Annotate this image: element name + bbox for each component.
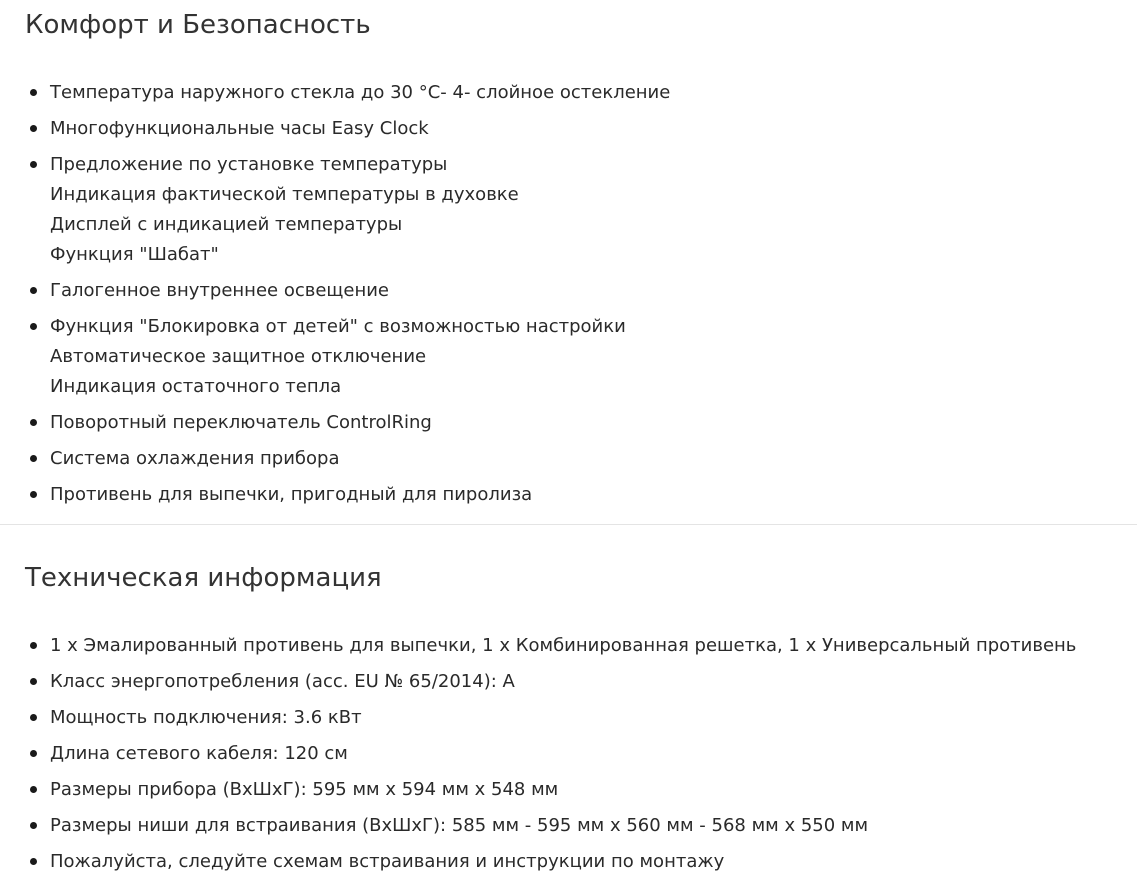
- list-item-text: Многофункциональные часы Easy Clock: [50, 118, 429, 139]
- list-item-text: Пожалуйста, следуйте схемам встраивания и инструкции по монтажу: [50, 851, 725, 872]
- list-item: [0, 312, 670, 402]
- list-item: [0, 631, 1076, 661]
- list-item: [0, 444, 670, 474]
- list-item: [0, 811, 1076, 841]
- list-item-text: Противень для выпечки, пригодный для пиролиза: [50, 484, 533, 505]
- list-item-text: Предложение по установке температуры: [50, 154, 448, 175]
- list-item-text: Автоматическое защитное отключение: [50, 346, 427, 367]
- list-item: [0, 739, 1076, 769]
- list-item-text: Функция "Шабат": [50, 244, 219, 265]
- list-item: [0, 276, 670, 306]
- technical-info-title: Техническая информация: [25, 563, 382, 593]
- list-item: [0, 114, 670, 144]
- list-item: [0, 480, 670, 510]
- list-item-text: Индикация остаточного тепла: [50, 376, 342, 397]
- list-item: [0, 703, 1076, 733]
- list-item-text: Система охлаждения прибора: [50, 448, 340, 469]
- list-item: [0, 150, 670, 270]
- list-item-text: Размеры прибора (ВхШхГ): 595 мм x 594 мм x 548 мм: [50, 779, 559, 800]
- list-item: [0, 667, 1076, 697]
- list-item-text: 1 x Эмалированный противень для выпечки, 1 x Комбинированная решетка, 1 x Универсальный противень: [50, 635, 1077, 656]
- list-item: [0, 408, 670, 438]
- list-item-text: Индикация фактической температуры в духовке: [50, 184, 519, 205]
- list-item-text: Размеры ниши для встраивания (ВхШхГ): 585 мм - 595 мм x 560 мм - 568 мм x 550 мм: [50, 815, 869, 836]
- list-item-text: Температура наружного стекла до 30 °C- 4- слойное остекление: [50, 82, 671, 103]
- list-item-text: Мощность подключения: 3.6 кВт: [50, 707, 362, 728]
- list-item: [0, 78, 670, 108]
- list-item-text: Галогенное внутреннее освещение: [50, 280, 389, 301]
- list-item-text: Класс энергопотребления (acc. EU № 65/2014): A: [50, 671, 515, 692]
- comfort-feature-list: [0, 78, 670, 516]
- list-item-text: Длина сетевого кабеля: 120 см: [50, 743, 348, 764]
- list-item-text: Функция "Блокировка от детей" с возможностью настройки: [50, 316, 626, 337]
- comfort-safety-title: Комфорт и Безопасность: [25, 10, 371, 40]
- list-item-text: Поворотный переключатель ControlRing: [50, 412, 432, 433]
- technical-feature-list: [0, 631, 1076, 883]
- section-divider: [0, 524, 1137, 525]
- list-item-text: Дисплей с индикацией температуры: [50, 214, 403, 235]
- list-item: [0, 847, 1076, 877]
- list-item: [0, 775, 1076, 805]
